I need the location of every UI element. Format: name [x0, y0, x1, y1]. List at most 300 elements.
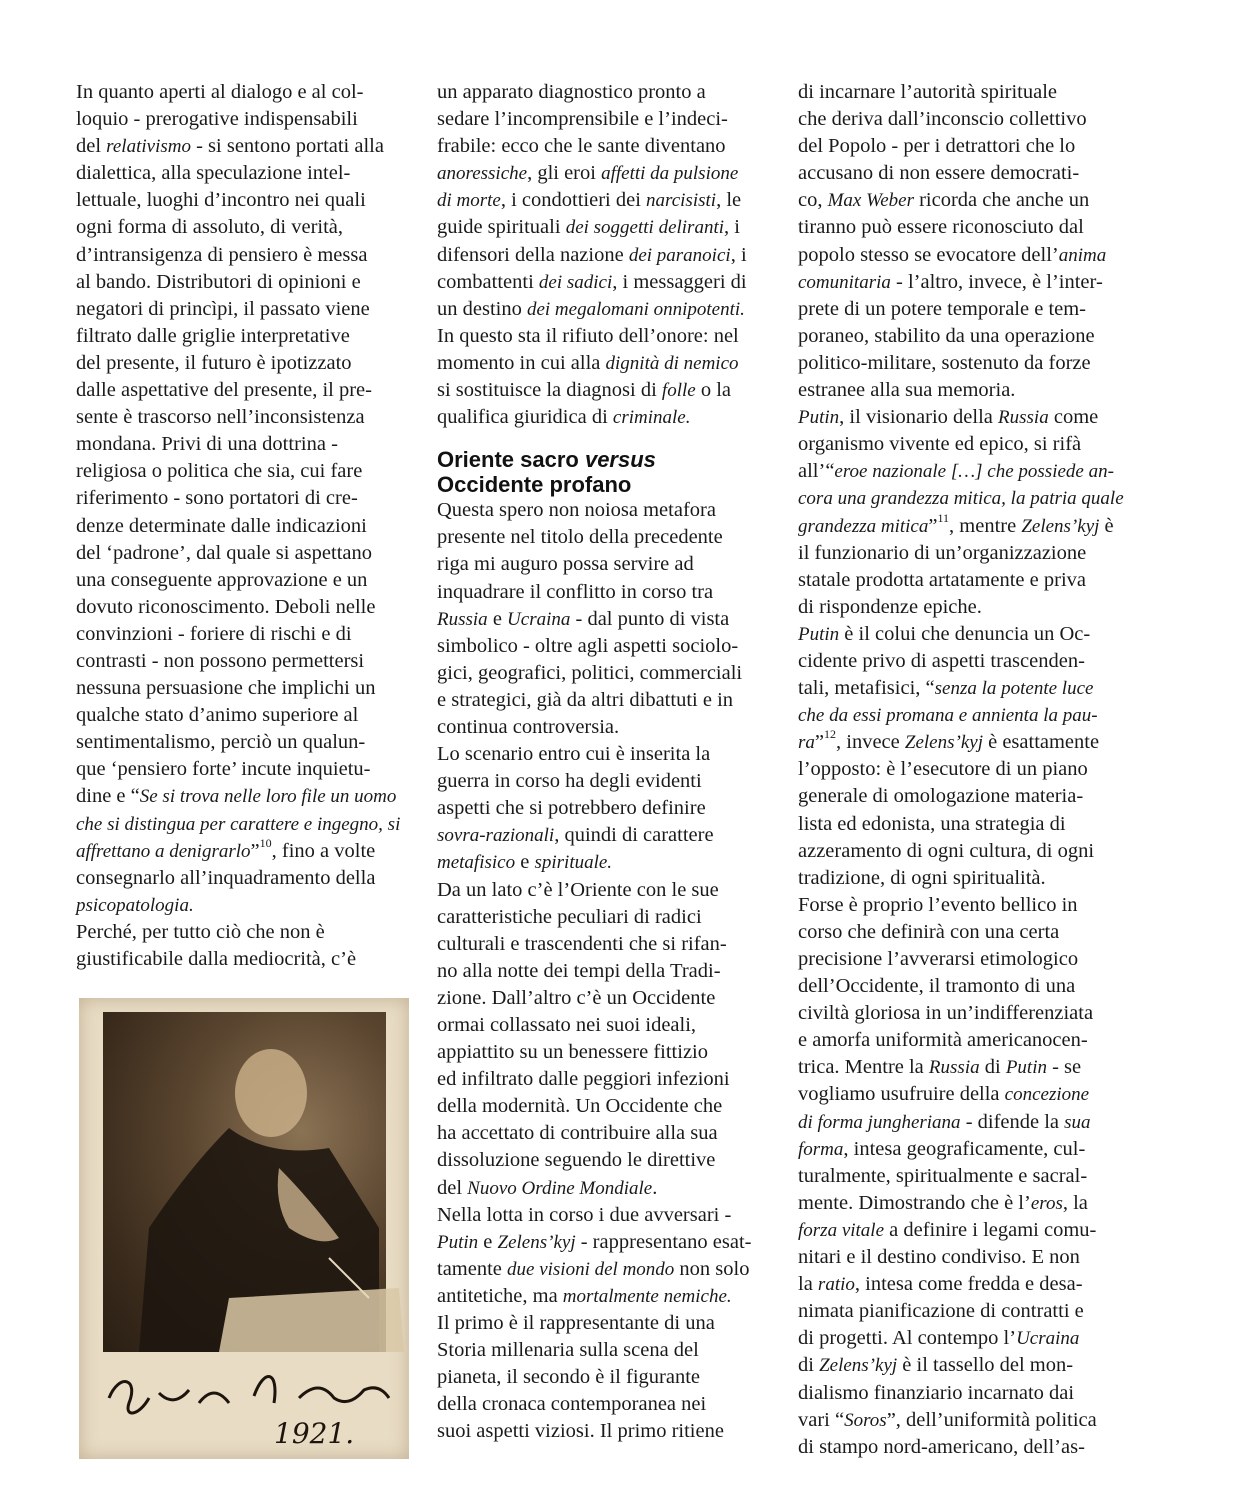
italic-run: Zelens’kyj [904, 732, 983, 754]
text-run: sentimentalismo, perciò un qualun- [76, 731, 366, 754]
text-run: continua controversia. [437, 715, 620, 738]
text-line [798, 811, 1143, 838]
text-run: lettuale, luoghi d’incontro nei quali [76, 189, 366, 212]
text-run: presente nel titolo della precedente [437, 526, 723, 549]
text-line [437, 242, 782, 269]
text-run: o la [695, 379, 731, 402]
text-run: Forse è proprio l’evento bellico in [798, 893, 1078, 916]
text-line [437, 822, 782, 849]
text-run: e [487, 607, 508, 630]
italic-run: di morte [437, 190, 501, 212]
italic-run: due visioni del mondo [507, 1258, 675, 1280]
text-run: zione. Dall’altro c’è un Occidente [437, 986, 716, 1009]
text-run: , le [716, 189, 742, 212]
text-line [437, 160, 782, 187]
text-run: nitari e il destino condiviso. E non [798, 1246, 1080, 1269]
text-line [798, 269, 1143, 296]
text-run: , i condottieri dei [500, 189, 647, 212]
text-line [76, 621, 416, 648]
text-run: si sostituisce la diagnosi di [437, 379, 662, 402]
text-run: dell’Occidente, il tramonto di una [798, 975, 1076, 998]
text-run: - rappresentano esat- [575, 1230, 752, 1253]
italic-run: eroe nazionale […] che possiede an- [834, 461, 1114, 483]
text-run: simbolico - oltre agli aspetti sociolo- [437, 634, 739, 657]
italic-run: sua [1064, 1111, 1091, 1133]
text-run: statale prodotta artatamente e priva [798, 568, 1087, 591]
text-run: filtrato dalle griglie interpretative [76, 324, 350, 347]
text-run: dialettica, alla speculazione intel- [76, 162, 351, 185]
text-line [798, 756, 1143, 783]
text-line [437, 579, 782, 606]
italic-run: versus [584, 447, 656, 473]
text-run: cidente privo di aspetti trascenden- [798, 649, 1085, 672]
text-line [798, 242, 1143, 269]
text-line [437, 551, 782, 578]
text-run: di stampo nord-americano, dell’as- [798, 1435, 1085, 1458]
text-line [437, 497, 782, 524]
text-run: d’intransigenza di pensiero è messa [76, 243, 368, 266]
italic-run: metafisico [437, 852, 516, 874]
text-line [798, 1434, 1143, 1461]
text-line [798, 1217, 1143, 1244]
text-run: riferimento - sono portatori di cre- [76, 487, 358, 510]
text-line [798, 296, 1143, 323]
text-line [437, 1310, 782, 1337]
text-run: dialismo finanziario incarnato dai [798, 1381, 1075, 1404]
text-line [76, 946, 416, 973]
text-run: precisione l’avverarsi etimologico [798, 948, 1079, 970]
italic-run: Soros [844, 1409, 887, 1431]
text-run: prete di un potere temporale e tem- [798, 297, 1087, 320]
text-run: convinzioni - foriere di rischi e di [76, 622, 352, 645]
text-run: accusano di non essere democrati- [798, 162, 1080, 185]
text-line [798, 1109, 1143, 1136]
text-line [798, 1000, 1143, 1027]
text-line [798, 1163, 1143, 1190]
text-line [76, 269, 416, 296]
text-line [76, 431, 416, 458]
text-line [437, 377, 782, 404]
text-line [76, 756, 416, 783]
italic-run: cora una grandezza mitica, la patria quale [798, 488, 1124, 510]
text-run: qualche stato d’animo superiore al [76, 704, 359, 727]
text-run: poraneo, stabilito da una operazione [798, 324, 1095, 347]
text-line [798, 485, 1143, 512]
section-heading [437, 447, 782, 472]
text-line [798, 1271, 1143, 1298]
text-run: l’opposto: è l’esecutore di un piano [798, 758, 1088, 781]
text-run: trica. Mentre la [798, 1056, 929, 1079]
italic-run: Zelens’kyj [819, 1355, 898, 1377]
text-line [798, 838, 1143, 865]
text-line [798, 1027, 1143, 1054]
text-run: frabile: ecco che le sante diventano [437, 135, 726, 158]
italic-run: senza la potente luce [934, 678, 1094, 700]
text-run: nimata pianificazione di contratti e [798, 1300, 1084, 1323]
portrait-photo [79, 998, 409, 1459]
text-run: il funzionario di un’organizzazione [798, 541, 1087, 564]
text-line [437, 1093, 782, 1120]
text-line [76, 729, 416, 756]
text-run: nessuna persuasione che implichi un [76, 677, 376, 700]
text-run: vari “ [798, 1408, 845, 1431]
text-run: la [798, 1273, 818, 1296]
text-line [76, 133, 416, 160]
text-line [437, 958, 782, 985]
text-line [437, 1175, 782, 1202]
italic-run: affrettano a denigrarlo [76, 840, 251, 862]
text-run: dine e “ [76, 785, 140, 808]
italic-run: eros [1030, 1192, 1063, 1214]
text-run: vogliamo usufruire della [798, 1083, 1005, 1106]
text-run: - l’altro, invece, è l’inter- [890, 270, 1103, 293]
text-run: della cronaca contemporanea nei [437, 1393, 707, 1416]
text-line [437, 1147, 782, 1174]
text-run: denze determinate dalle indicazioni [76, 514, 367, 537]
text-line [76, 919, 416, 946]
text-run: Nella lotta in corso i due avversari - [437, 1203, 732, 1226]
text-line [798, 919, 1143, 946]
text-line [798, 1352, 1143, 1379]
text-line [798, 1380, 1143, 1407]
text-run: co, [798, 189, 828, 212]
text-run: ormai collassato nei suoi ideali, [437, 1014, 697, 1036]
text-line [437, 187, 782, 214]
text-run: lista ed edonista, una strategia di [798, 812, 1066, 835]
text-line [437, 1202, 782, 1229]
italic-run: comunitaria [798, 271, 891, 293]
text-line [798, 1244, 1143, 1271]
text-line [76, 187, 416, 214]
text-line [798, 1407, 1143, 1434]
italic-run: Russia [437, 608, 488, 630]
text-line [437, 524, 782, 551]
text-line [798, 79, 1143, 106]
italic-run: Putin [798, 623, 840, 645]
italic-run: dei sadici [538, 271, 613, 293]
text-line [798, 323, 1143, 350]
italic-run: forma [798, 1138, 844, 1160]
text-run: , il visionario della [839, 406, 999, 429]
italic-run: Russia [928, 1057, 980, 1079]
text-run: è il tassello del mon- [897, 1354, 1074, 1377]
text-line [437, 849, 782, 876]
text-run: guerra in corso ha degli evidenti [437, 770, 702, 793]
text-run: a definire i legami comu- [884, 1218, 1097, 1241]
text-line [76, 594, 416, 621]
italic-run: di forma jungheriana [798, 1111, 961, 1133]
text-line [798, 431, 1143, 458]
text-line [437, 79, 782, 106]
text-run: negatori di princìpi, il passato viene [76, 297, 370, 320]
text-run: guide spirituali [437, 216, 566, 239]
italic-run: che si distingua per carattere e ingegno, si [76, 813, 401, 835]
text-run: appiattito su un benessere fittizio [437, 1041, 708, 1064]
text-run: - se [1046, 1056, 1082, 1079]
text-run: , fino a volte [271, 839, 376, 862]
text-line [798, 350, 1143, 377]
text-line [437, 1120, 782, 1147]
text-line [798, 133, 1143, 160]
text-run: pianeta, il secondo è il figurante [437, 1366, 700, 1389]
text-line [437, 687, 782, 714]
text-run: Oriente sacro [437, 447, 585, 473]
text-run: Da un lato c’è l’Oriente con le sue [437, 878, 719, 901]
footnote-ref: 10 [259, 835, 272, 850]
text-line [437, 1229, 782, 1256]
text-column-3 [798, 79, 1143, 1461]
text-run: del [437, 1176, 468, 1199]
text-line [798, 106, 1143, 133]
text-run: riga mi auguro possa servire ad [437, 553, 694, 576]
text-run: un destino [437, 297, 527, 320]
italic-run: folle [661, 380, 696, 402]
italic-run: mortalmente nemiche. [562, 1285, 732, 1307]
text-run: del presente, il futuro è ipotizzato [76, 351, 352, 374]
text-line [437, 133, 782, 160]
text-run: contrasti - non possono permettersi [76, 649, 365, 672]
text-line [437, 795, 782, 822]
photo-year: 1921. [274, 1417, 355, 1450]
text-line [76, 296, 416, 323]
text-line [798, 567, 1143, 594]
italic-run: che da essi promana e annienta la pau- [798, 705, 1098, 727]
text-line [76, 865, 416, 892]
text-run: di [798, 1354, 820, 1377]
text-line [798, 946, 1143, 973]
text-line [437, 214, 782, 241]
text-line [437, 269, 782, 296]
text-line [76, 675, 416, 702]
text-line [798, 1325, 1143, 1352]
text-run: Questa spero non noiosa metafora [437, 499, 716, 522]
italic-run: affetti da pulsione [601, 163, 739, 185]
text-line [437, 1012, 782, 1039]
text-line [798, 973, 1143, 1000]
text-line [798, 594, 1143, 621]
text-run: . [652, 1176, 658, 1199]
text-run: Storia millenaria sulla scena del [437, 1339, 699, 1362]
text-run: della modernità. Un Occidente che [437, 1095, 723, 1118]
text-run: azzeramento di ogni cultura, di ogni [798, 839, 1095, 862]
text-run: qualifica giuridica di [437, 406, 613, 429]
text-run: corso che definirà con una certa [798, 920, 1060, 943]
section-heading [437, 472, 782, 497]
text-line [76, 702, 416, 729]
text-run: religiosa o politica che sia, cui fare [76, 460, 363, 483]
text-run: ” [814, 731, 825, 754]
text-run: popolo stesso se evocatore dell’ [798, 243, 1059, 266]
text-run: culturali e trascendenti che si rifan- [437, 932, 727, 955]
text-line [798, 160, 1143, 187]
text-run: consegnarlo all’inquadramento della [76, 866, 376, 889]
text-line [76, 106, 416, 133]
text-line [437, 931, 782, 958]
text-line [798, 702, 1143, 729]
text-line [437, 1066, 782, 1093]
text-run: Il primo è il rappresentante di una [437, 1312, 715, 1335]
text-run: e [478, 1230, 498, 1253]
italic-run: sovra-razionali [437, 825, 555, 847]
text-line [798, 1136, 1143, 1163]
text-line [437, 1418, 782, 1445]
text-line [798, 1054, 1143, 1081]
text-line [76, 892, 416, 919]
text-line [76, 323, 416, 350]
text-line [437, 350, 782, 377]
text-line [798, 540, 1143, 567]
italic-run: relativismo [106, 136, 191, 158]
text-line [798, 865, 1143, 892]
text-line [76, 567, 416, 594]
text-run: Perché, per tutto ciò che non è [76, 920, 325, 943]
text-run: - si sentono portati alla [190, 135, 384, 158]
text-run: di rispondenze epiche. [798, 595, 982, 618]
text-line [437, 1256, 782, 1283]
text-line [437, 404, 782, 431]
italic-run: Russia [998, 407, 1049, 429]
text-run: del [76, 135, 107, 158]
text-run: non solo [674, 1257, 750, 1280]
text-line [798, 377, 1143, 404]
text-run: momento in cui alla [437, 351, 606, 374]
text-line [437, 904, 782, 931]
italic-run: forza vitale [798, 1219, 885, 1241]
text-line [76, 540, 416, 567]
text-run: no alla notte dei tempi della Tradi- [437, 959, 721, 982]
text-line [437, 768, 782, 795]
text-line [798, 510, 1143, 540]
italic-run: narcisisti [646, 190, 717, 212]
footnote-ref: 11 [937, 510, 950, 525]
italic-run: Se si trova nelle loro file un uomo [139, 786, 397, 808]
text-line [798, 621, 1143, 648]
text-run: suoi aspetti viziosi. Il primo ritiene [437, 1420, 724, 1443]
italic-run: ratio [817, 1274, 855, 1296]
text-run: ed infiltrato dalle peggiori infezioni [437, 1068, 730, 1091]
text-line [437, 877, 782, 904]
text-run: ogni forma di assoluto, di verità, [76, 216, 344, 239]
text-line [437, 985, 782, 1012]
text-line [76, 242, 416, 269]
text-run: tradizione, di ogni spiritualità. [798, 866, 1046, 889]
text-run: tiranno può essere riconosciuto dal [798, 216, 1084, 239]
text-run: mente. Dimostrando che è l’ [798, 1191, 1031, 1214]
italic-run: ra [798, 732, 815, 754]
text-run: ” [250, 839, 260, 862]
text-line [798, 214, 1143, 241]
text-line [437, 323, 782, 350]
text-line [798, 1298, 1143, 1325]
italic-run: dignità di nemico [605, 352, 739, 374]
text-line [76, 214, 416, 241]
text-run: del Popolo - per i detrattori che lo [798, 135, 1076, 158]
text-run: , intesa come fredda e desa- [854, 1273, 1083, 1296]
text-run: un apparato diagnostico pronto a [437, 81, 706, 103]
text-line [437, 606, 782, 633]
text-run: - difende la [960, 1110, 1065, 1133]
portrait-drawing [79, 998, 409, 1459]
italic-run: Nuovo Ordine Mondiale [467, 1177, 653, 1199]
text-run: è il colui che denuncia un Oc- [839, 622, 1091, 645]
text-run: ”, dell’uniformità politica [886, 1408, 1097, 1431]
italic-run: anoressiche [437, 163, 528, 185]
text-run: del ‘padrone’, dal quale si aspettano [76, 541, 372, 564]
text-line [76, 485, 416, 512]
text-line [76, 458, 416, 485]
text-line [76, 160, 416, 187]
italic-run: psicopatologia. [76, 894, 194, 916]
text-run: turalmente, spiritualmente e sacral- [798, 1164, 1088, 1187]
italic-run: Putin [798, 407, 840, 429]
text-run: , la [1062, 1191, 1088, 1214]
text-run: e [515, 851, 535, 874]
text-line [76, 404, 416, 431]
text-line [798, 1190, 1143, 1217]
text-run: all’“ [798, 460, 835, 483]
italic-run: Zelens’kyj [497, 1231, 576, 1253]
footnote-ref: 12 [824, 727, 837, 742]
italic-run: Ucraina [1016, 1328, 1080, 1350]
italic-run: dei soggetti deliranti [565, 217, 725, 239]
text-line [798, 458, 1143, 485]
text-line [798, 187, 1143, 214]
text-line [76, 648, 416, 675]
italic-run: concezione [1004, 1084, 1090, 1106]
text-run: In quanto aperti al dialogo e al col- [76, 81, 364, 103]
text-run: , quindi di carattere [554, 824, 714, 847]
text-run: sente è trascorso nell’inconsistenza [76, 406, 365, 429]
text-run: è esattamente [982, 731, 1100, 754]
text-line [798, 729, 1143, 756]
text-run: Lo scenario entro cui è inserita la [437, 743, 711, 766]
text-line [437, 660, 782, 687]
text-line [76, 835, 416, 865]
italic-run: Zelens’kyj [1021, 515, 1100, 537]
text-run: , mentre [949, 514, 1022, 537]
text-run: In questo sta il rifiuto dell’onore: nel [437, 324, 739, 347]
text-run: dalle aspettative del presente, il pre- [76, 379, 372, 402]
text-line [76, 350, 416, 377]
text-run: inquadrare il conflitto in corso tra [437, 580, 714, 603]
text-run: una conseguente approvazione e un [76, 568, 368, 591]
text-run: ha accettato di contribuire alla sua [437, 1122, 718, 1145]
text-run: politico-militare, sostenuto da forze [798, 351, 1091, 374]
text-run: antitetiche, ma [437, 1284, 563, 1307]
italic-run: Putin [1005, 1057, 1047, 1079]
text-line [76, 79, 416, 106]
text-run: che deriva dall’inconscio collettivo [798, 108, 1087, 131]
text-line [437, 1364, 782, 1391]
text-run: sedare l’incomprensibile e l’indeci- [437, 108, 728, 131]
text-run: di [979, 1056, 1006, 1079]
text-run: al bando. Distributori di opinioni e [76, 270, 361, 293]
italic-run: criminale. [612, 407, 691, 429]
text-line [76, 783, 416, 810]
text-line [798, 783, 1143, 810]
text-line [798, 892, 1143, 919]
text-run: dissoluzione seguendo le direttive [437, 1149, 716, 1172]
text-run: aspetti che si potrebbero definire [437, 797, 706, 820]
section-gap [437, 431, 782, 447]
text-line [437, 633, 782, 660]
italic-run: grandezza mitica [798, 515, 929, 537]
text-run: è [1099, 514, 1114, 537]
text-run: Occidente profano [437, 472, 632, 498]
text-run: , gli eroi [527, 162, 602, 185]
text-run: difensori della nazione [437, 243, 629, 266]
text-run: , i [724, 216, 740, 239]
